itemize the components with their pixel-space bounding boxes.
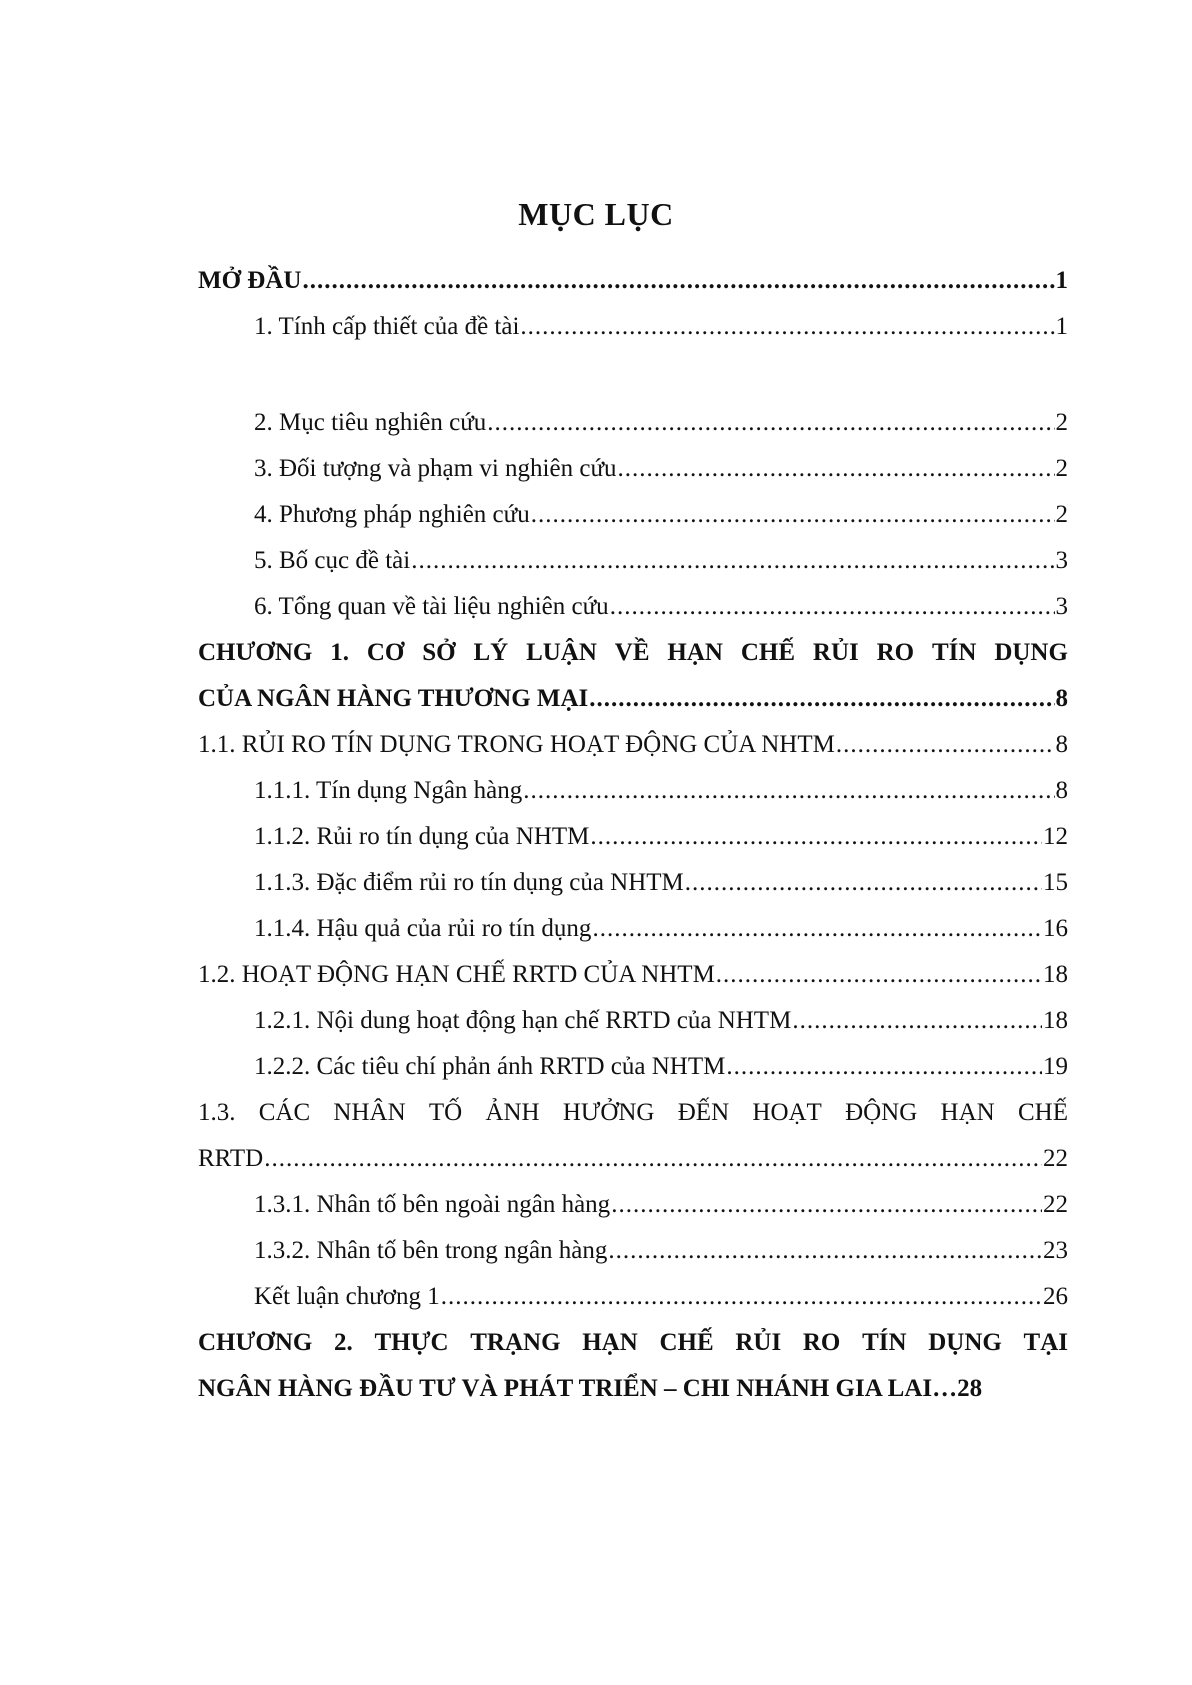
toc-word: RO	[802, 1329, 841, 1356]
toc-entry-page: 2	[1055, 501, 1068, 528]
toc-entry-page: 12	[1043, 823, 1068, 850]
toc-entry-page: 22	[1043, 1191, 1068, 1218]
toc-word: HOẠT	[752, 1099, 822, 1126]
toc-section-1-3-line-1[interactable]	[198, 1090, 1068, 1136]
toc-entry-page: 8	[1055, 731, 1068, 758]
toc-entry-text: NGÂN HÀNG ĐẦU TƯ VÀ PHÁT TRIỂN – CHI NHÁNH GIA LAI…28	[198, 1375, 983, 1402]
toc-entry-page: 3	[1055, 593, 1068, 620]
toc-entry-text: RRTD	[198, 1145, 264, 1172]
toc-entry-page: 18	[1043, 1007, 1068, 1034]
blank-gap	[198, 350, 1068, 400]
toc-entry-text: 2. Mục tiêu nghiên cứu	[254, 409, 487, 436]
dot-leader	[592, 906, 1042, 952]
toc-word: TRẠNG	[470, 1329, 561, 1356]
toc-word: CƠ	[366, 639, 405, 666]
toc-word: ĐẾN	[677, 1099, 730, 1126]
toc-entry-text: 1. Tính cấp thiết của đề tài	[254, 313, 520, 340]
toc-section-1-3-1[interactable]	[198, 1182, 1068, 1228]
toc-entry-text: 6. Tổng quan về tài liệu nghiên cứu	[254, 593, 609, 620]
dot-leader	[726, 1044, 1042, 1090]
toc-chapter-1-line-1[interactable]	[198, 630, 1068, 676]
toc-word: 2.	[334, 1329, 353, 1356]
toc-entry-page: 3	[1055, 547, 1068, 574]
toc-entry-text: 1.3.2. Nhân tố bên trong ngân hàng	[254, 1237, 608, 1264]
toc-section-1-1-3[interactable]	[198, 860, 1068, 906]
dot-leader	[531, 492, 1055, 538]
toc-word: CHƯƠNG	[198, 1329, 313, 1356]
dot-leader	[589, 676, 1054, 722]
toc-word: RỦI	[812, 639, 859, 666]
toc-word: HẠN	[940, 1099, 995, 1126]
toc-entry-page: 26	[1043, 1283, 1068, 1310]
dot-leader	[487, 400, 1054, 446]
toc-entry-text: CỦA NGÂN HÀNG THƯƠNG MẠI	[198, 685, 589, 712]
toc-word: TÍN	[862, 1329, 907, 1356]
toc-entry-page: 1	[1055, 267, 1068, 294]
page-title: MỤC LỤC	[518, 196, 674, 232]
table-of-contents	[198, 258, 1068, 1412]
toc-section-1-2-1[interactable]	[198, 998, 1068, 1044]
toc-word: CÁC	[258, 1099, 311, 1126]
toc-entry-item-2[interactable]	[198, 400, 1068, 446]
toc-section-1-2[interactable]	[198, 952, 1068, 998]
toc-entry-text: 1.1.1. Tín dụng Ngân hàng	[254, 777, 523, 804]
dot-leader	[792, 998, 1042, 1044]
toc-section-1-1-1[interactable]	[198, 768, 1068, 814]
toc-entry-page: 2	[1055, 409, 1068, 436]
toc-entry-item-5[interactable]	[198, 538, 1068, 584]
toc-entry-text: 5. Bố cục đề tài	[254, 547, 411, 574]
dot-leader	[264, 1136, 1042, 1182]
toc-entry-text: MỞ ĐẦU	[198, 267, 302, 294]
toc-word: 1.	[330, 639, 349, 666]
toc-word: RỦI	[735, 1329, 782, 1356]
toc-word: LÝ	[473, 639, 509, 666]
toc-word: CHƯƠNG	[198, 639, 313, 666]
toc-chapter-2-line-1[interactable]	[198, 1320, 1068, 1366]
dot-leader	[523, 768, 1054, 814]
dot-leader	[590, 814, 1042, 860]
toc-entry-item-6[interactable]	[198, 584, 1068, 630]
toc-entry-text: 1.1.3. Đặc điểm rủi ro tín dụng của NHTM	[254, 869, 684, 896]
toc-entry-text: 1.3.1. Nhân tố bên ngoài ngân hàng	[254, 1191, 611, 1218]
toc-entry-text: Kết luận chương 1	[254, 1283, 440, 1310]
toc-chapter-2-line-2[interactable]	[198, 1366, 1068, 1412]
toc-word: 1.3.	[198, 1099, 236, 1126]
toc-word: VỀ	[614, 639, 650, 666]
dot-leader	[520, 304, 1054, 350]
toc-word: CHẾ	[1017, 1099, 1068, 1126]
toc-section-1-3-line-2[interactable]	[198, 1136, 1068, 1182]
toc-entry-text: 1.1.4. Hậu quả của rủi ro tín dụng	[254, 915, 592, 942]
toc-word: DỤNG	[928, 1329, 1002, 1356]
toc-entry-item-4[interactable]	[198, 492, 1068, 538]
toc-entry-text: 1.2.1. Nội dung hoạt động hạn chế RRTD của NHTM	[254, 1007, 792, 1034]
dot-leader	[618, 446, 1055, 492]
toc-entry-text: 1.2.2. Các tiêu chí phản ánh RRTD của NHTM	[254, 1053, 726, 1080]
toc-entry-text: 1.1. RỦI RO TÍN DỤNG TRONG HOẠT ĐỘNG CỦA NHTM	[198, 731, 835, 758]
toc-word: LUẬN	[526, 639, 597, 666]
toc-word: ĐỘNG	[845, 1099, 918, 1126]
toc-entry-page: 2	[1055, 455, 1068, 482]
toc-entry-page: 8	[1055, 685, 1068, 712]
toc-entry-text: 1.1.2. Rủi ro tín dụng của NHTM	[254, 823, 590, 850]
dot-leader	[441, 1274, 1042, 1320]
toc-entry-page: 8	[1055, 777, 1068, 804]
toc-word: TỐ	[428, 1099, 463, 1126]
toc-entry-page: 15	[1043, 869, 1068, 896]
toc-word: HẠN	[667, 639, 723, 666]
toc-word: ẢNH	[485, 1099, 540, 1126]
toc-section-1-1-2[interactable]	[198, 814, 1068, 860]
toc-entry-item-3[interactable]	[198, 446, 1068, 492]
toc-word: HƯỞNG	[562, 1099, 655, 1126]
dot-leader	[608, 1228, 1042, 1274]
toc-entry-item-1[interactable]	[198, 304, 1068, 350]
toc-word: THỰC	[374, 1329, 449, 1356]
toc-word: HẠN	[582, 1329, 638, 1356]
toc-entry-text: 3. Đối tượng và phạm vi nghiên cứu	[254, 455, 617, 482]
toc-word: CHẾ	[740, 639, 796, 666]
dot-leader	[836, 722, 1055, 768]
toc-section-1-1[interactable]	[198, 722, 1068, 768]
toc-entry-text: 1.2. HOẠT ĐỘNG HẠN CHẾ RRTD CỦA NHTM	[198, 961, 715, 988]
toc-section-1-2-2[interactable]	[198, 1044, 1068, 1090]
toc-entry-page: 16	[1043, 915, 1068, 942]
toc-entry-page: 18	[1043, 961, 1068, 988]
dot-leader	[411, 538, 1054, 584]
toc-word: SỞ	[422, 639, 456, 666]
toc-section-1-3-2[interactable]	[198, 1228, 1068, 1274]
toc-word: RO	[876, 639, 915, 666]
toc-entry-page: 1	[1055, 313, 1068, 340]
toc-word: TẠI	[1023, 1329, 1068, 1356]
toc-word: NHÂN	[333, 1099, 406, 1126]
toc-chapter-1-line-2[interactable]	[198, 676, 1068, 722]
toc-word: DỤNG	[994, 639, 1068, 666]
toc-entry-page: 23	[1043, 1237, 1068, 1264]
dot-leader	[611, 1182, 1042, 1228]
toc-word: TÍN	[931, 639, 977, 666]
dot-leader	[610, 584, 1055, 630]
toc-entry-mo-dau[interactable]	[198, 258, 1068, 304]
dot-leader	[716, 952, 1042, 998]
toc-section-1-1-4[interactable]	[198, 906, 1068, 952]
dot-leader	[302, 258, 1054, 304]
toc-entry-page: 22	[1043, 1145, 1068, 1172]
toc-entry-text: 4. Phương pháp nghiên cứu	[254, 501, 530, 528]
toc-ket-luan-1[interactable]	[198, 1274, 1068, 1320]
toc-word: CHẾ	[659, 1329, 714, 1356]
dot-leader	[685, 860, 1042, 906]
toc-entry-page: 19	[1043, 1053, 1068, 1080]
